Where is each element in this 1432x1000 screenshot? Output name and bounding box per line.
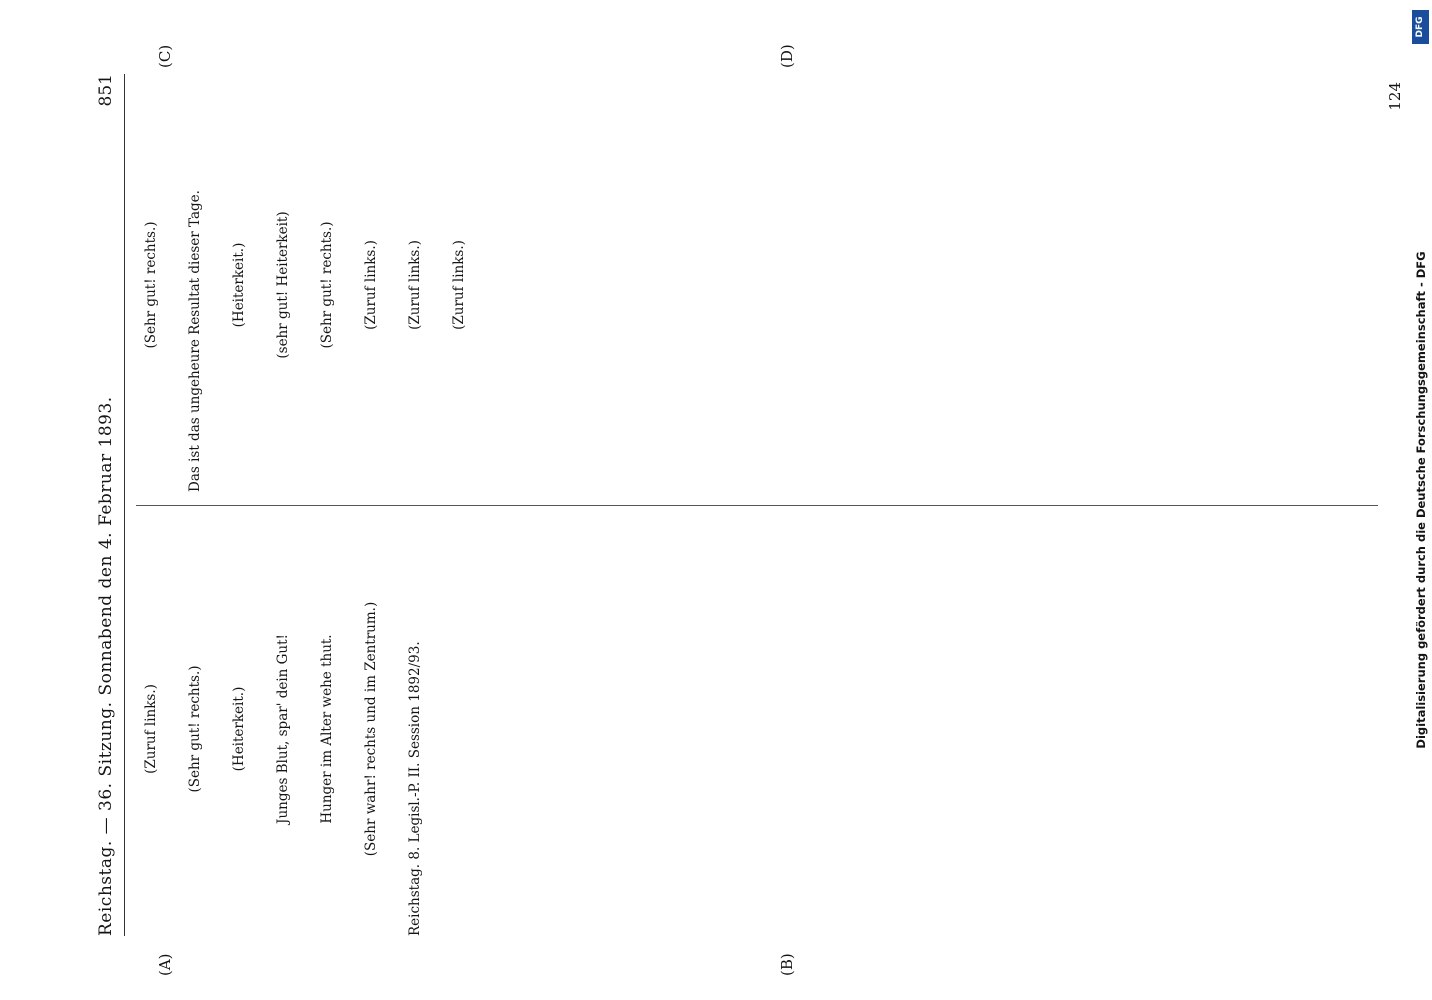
header-rule [124,74,125,936]
line-gap [294,522,316,936]
page-signature: 124 [1386,82,1404,111]
running-header: Reichstag. — 36. Sitzung. Sonnabend den 4. Februar 1893. [96,396,116,936]
column-divider [136,505,1378,506]
margin-letter-d: (D) [778,44,796,68]
line-gap [206,522,228,936]
dfg-logo [1412,10,1429,44]
line-gap [382,522,404,936]
line-gap [250,522,272,936]
line-gap [206,78,228,492]
text-line: (Sehr gut! rechts.) [143,221,159,349]
text-line: (sehr gut! Heiterkeit) [275,211,291,359]
line-gap [338,78,360,492]
page-number: 851 [96,74,116,107]
line-gap [250,78,272,492]
line-gap [294,78,316,492]
text-line: Das ist das ungeheure Resultat dieser Tage. [187,190,203,492]
left-text-column [140,522,1378,936]
text-line: (Sehr wahr! rechts und im Zentrum.) [363,601,379,857]
dfg-logo-text: DFG [1415,16,1425,38]
margin-letter-a: (A) [156,953,174,976]
text-line: (Heiterkeit.) [231,242,247,328]
text-line: (Heiterkeit.) [231,686,247,772]
line-gap [382,78,404,492]
text-line: Hunger im Alter wehe thut. [319,634,335,824]
line-gap [162,78,184,492]
text-line: Junges Blut, spar' dein Gut! [275,634,291,824]
margin-letter-c: (C) [156,44,174,68]
margin-letter-b: (B) [778,953,796,976]
text-line: (Zuruf links.) [407,240,423,330]
text-line: (Sehr gut! rechts.) [319,221,335,349]
rotated-page-content [78,12,1418,998]
text-line: (Zuruf links.) [451,240,467,330]
text-line: (Zuruf links.) [143,684,159,774]
scanned-page [78,12,1418,998]
right-text-column [140,78,1378,492]
line-gap [162,522,184,936]
digitization-note-text: Digitalisierung gefördert durch die Deutsche Forschungsgemeinschaft - DFG [1414,251,1428,749]
text-line: (Zuruf links.) [363,240,379,330]
text-line: (Sehr gut! rechts.) [187,665,203,793]
line-gap [426,78,448,492]
digitization-note [1408,0,1432,1000]
line-gap [338,522,360,936]
text-line: Reichstag. 8. Legisl.-P. II. Session 1892/93. [407,641,423,936]
